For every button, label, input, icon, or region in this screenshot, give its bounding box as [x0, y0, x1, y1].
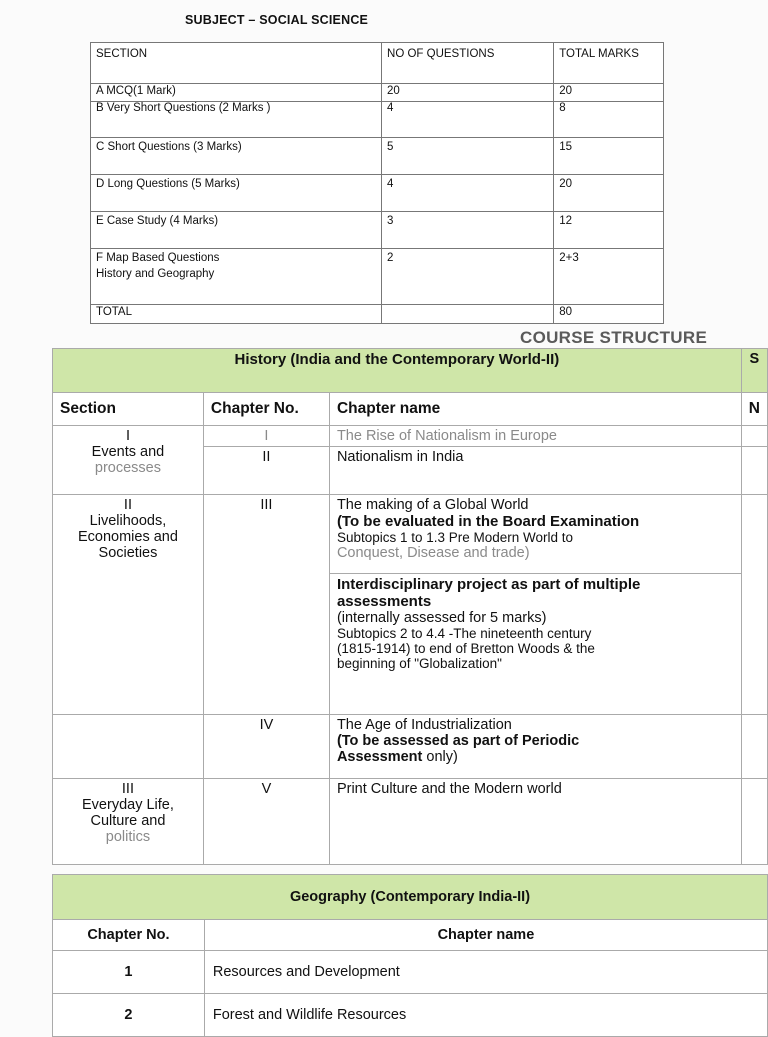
- table-row: [53, 715, 768, 779]
- row-questions: 2: [382, 249, 554, 305]
- chapter-name: Resources and Development: [204, 951, 767, 994]
- header-chapter-name: Chapter name: [329, 393, 741, 426]
- marks-distribution-table: [90, 42, 664, 324]
- row-marks: 12: [554, 212, 664, 249]
- row-questions: 5: [382, 138, 554, 175]
- course-structure-title: COURSE STRUCTURE: [520, 328, 708, 347]
- chapter-name: Nationalism in India: [329, 447, 741, 495]
- chapter-name: The making of a Global World: [336, 497, 529, 513]
- chapter-name: The Age of Industrialization: [336, 717, 512, 733]
- section-name-line2: Culture and: [90, 813, 166, 829]
- row-questions: 20: [382, 84, 554, 102]
- periodic-assessment-note: (To be assessed as part of Periodic: [336, 733, 580, 749]
- section-name-line3: politics: [105, 829, 151, 845]
- row-section: [91, 249, 382, 305]
- section-livelihoods: [53, 495, 204, 715]
- next-column-cell: [741, 495, 767, 715]
- next-column-cell: [741, 715, 767, 779]
- assessment-word: Assessment: [336, 749, 423, 765]
- history-heading: History (India and the Contemporary World-II): [53, 349, 742, 393]
- chapter-project-block: [330, 574, 741, 673]
- chapter-number: 1: [53, 951, 205, 994]
- geography-heading-row: [53, 875, 768, 920]
- row-questions: 4: [382, 175, 554, 212]
- chapter-number: II: [203, 447, 329, 495]
- row-section: C Short Questions (3 Marks): [91, 138, 382, 175]
- next-column-heading: S: [741, 349, 767, 393]
- row-section-line1: F Map Based Questions: [96, 252, 220, 264]
- header-next-column: N: [741, 393, 767, 426]
- section-name-line3: Societies: [98, 545, 158, 561]
- row-section: E Case Study (4 Marks): [91, 212, 382, 249]
- subtopic-text: Subtopics 1 to 1.3 Pre Modern World to: [336, 530, 574, 545]
- chapter-number: I: [203, 426, 329, 447]
- section-events-and-processes: [53, 426, 204, 495]
- chapter-number: III: [203, 495, 329, 715]
- header-total-marks: TOTAL MARKS: [554, 43, 664, 84]
- next-column-cell: [741, 426, 767, 447]
- empty-section-cell: [53, 715, 204, 779]
- table-row: [91, 249, 664, 305]
- table-row: [53, 994, 768, 1037]
- subtopic-text: (1815-1914) to end of Bretton Woods & the: [336, 641, 595, 656]
- only-word: only): [426, 749, 458, 765]
- history-heading-row: [53, 349, 768, 393]
- project-note: Interdisciplinary project as part of multiple assessments: [336, 576, 641, 610]
- periodic-assessment-note-line2: [337, 749, 734, 765]
- header-chapter-name: Chapter name: [204, 920, 767, 951]
- chapter-evaluated-block: [330, 495, 741, 574]
- subtopic-text: beginning of "Globalization": [336, 656, 502, 671]
- table-row: [53, 495, 768, 715]
- row-questions: 4: [382, 102, 554, 138]
- section-name-line2: processes: [94, 460, 161, 476]
- chapter-name: Print Culture and the Modern world: [329, 779, 741, 865]
- section-everyday-life: [53, 779, 204, 865]
- geography-course-table: [52, 874, 768, 1037]
- total-label: TOTAL: [91, 305, 382, 324]
- header-no-of-questions: NO OF QUESTIONS: [382, 43, 554, 84]
- subject-title: SUBJECT – SOCIAL SCIENCE: [185, 13, 369, 27]
- evaluation-note: (To be evaluated in the Board Examination: [336, 513, 640, 530]
- subtopic-text: Conquest, Disease and trade): [336, 545, 530, 561]
- history-course-table: [52, 348, 768, 865]
- section-number: I: [125, 428, 130, 444]
- chapter-details: [329, 715, 741, 779]
- table-row: [91, 84, 664, 102]
- table-row: [91, 102, 664, 138]
- total-marks: 80: [554, 305, 664, 324]
- table-row: [91, 212, 664, 249]
- header-chapter-no: Chapter No.: [203, 393, 329, 426]
- row-section: A MCQ(1 Mark): [91, 84, 382, 102]
- total-questions: [382, 305, 554, 324]
- row-marks: 20: [554, 84, 664, 102]
- chapter-name: Forest and Wildlife Resources: [204, 994, 767, 1037]
- row-marks: 8: [554, 102, 664, 138]
- history-header-row: [53, 393, 768, 426]
- row-marks: 2+3: [554, 249, 664, 305]
- next-column-cell: [741, 447, 767, 495]
- table-row: [91, 138, 664, 175]
- table-row: [53, 779, 768, 865]
- chapter-number: V: [203, 779, 329, 865]
- section-name: Events and: [91, 444, 165, 460]
- row-questions: 3: [382, 212, 554, 249]
- chapter-details: [329, 495, 741, 715]
- section-name: Everyday Life,: [82, 797, 174, 813]
- geography-heading: Geography (Contemporary India-II): [53, 875, 768, 920]
- header-section: SECTION: [91, 43, 382, 84]
- section-name-line2: Economies and: [77, 529, 178, 545]
- subtopic-text: Subtopics 2 to 4.4 -The nineteenth century: [336, 626, 592, 641]
- internal-assessment-note: (internally assessed for 5 marks): [336, 610, 547, 626]
- row-marks: 15: [554, 138, 664, 175]
- total-row: [91, 305, 664, 324]
- header-chapter-no: Chapter No.: [53, 920, 205, 951]
- chapter-name: The Rise of Nationalism in Europe: [329, 426, 741, 447]
- row-section: B Very Short Questions (2 Marks ): [91, 102, 382, 138]
- geography-header-row: [53, 920, 768, 951]
- section-name: Livelihoods,: [89, 513, 167, 529]
- section-number: III: [121, 781, 134, 797]
- next-column-cell: [741, 779, 767, 865]
- header-section: Section: [53, 393, 204, 426]
- row-section: D Long Questions (5 Marks): [91, 175, 382, 212]
- row-section-line2: History and Geography: [96, 268, 215, 280]
- table-row: [91, 175, 664, 212]
- row-marks: 20: [554, 175, 664, 212]
- table-row: [53, 951, 768, 994]
- chapter-number: IV: [203, 715, 329, 779]
- table-row: [53, 426, 768, 447]
- chapter-number: 2: [53, 994, 205, 1037]
- section-number: II: [123, 497, 132, 513]
- marks-table-header: [91, 43, 664, 84]
